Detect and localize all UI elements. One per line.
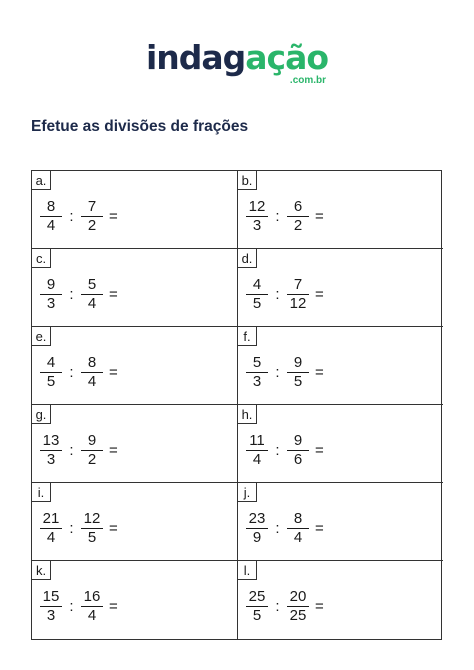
denominator: 6 bbox=[293, 451, 303, 468]
exercise-cell bbox=[238, 327, 443, 405]
denominator: 4 bbox=[87, 373, 97, 390]
denominator: 4 bbox=[87, 607, 97, 624]
equals-sign: = bbox=[315, 208, 324, 225]
equals-sign: = bbox=[109, 520, 118, 537]
fraction-division bbox=[38, 433, 118, 468]
numerator: 15 bbox=[40, 589, 62, 607]
exercise-label: b. bbox=[238, 171, 257, 190]
numerator: 23 bbox=[246, 511, 268, 529]
dividend-fraction bbox=[38, 589, 64, 624]
logo-text bbox=[146, 38, 328, 77]
denominator: 4 bbox=[252, 451, 262, 468]
divisor-fraction bbox=[79, 433, 105, 468]
numerator: 7 bbox=[287, 277, 309, 295]
exercise-label: j. bbox=[238, 483, 257, 502]
fraction-division bbox=[38, 199, 118, 234]
exercise-label: i. bbox=[32, 483, 51, 502]
divisor-fraction bbox=[285, 511, 311, 546]
equals-sign: = bbox=[109, 364, 118, 381]
fraction-division bbox=[244, 277, 324, 312]
division-operator: : bbox=[69, 208, 74, 225]
divisor-fraction bbox=[285, 589, 311, 624]
numerator: 5 bbox=[246, 355, 268, 373]
dividend-fraction bbox=[244, 277, 270, 312]
fraction-division bbox=[244, 511, 324, 546]
division-operator: : bbox=[275, 442, 280, 459]
logo-text-main: indag bbox=[145, 38, 246, 77]
denominator: 3 bbox=[252, 217, 262, 234]
division-operator: : bbox=[275, 364, 280, 381]
equals-sign: = bbox=[315, 598, 324, 615]
denominator: 3 bbox=[46, 451, 56, 468]
exercise-label: c. bbox=[32, 249, 51, 268]
fraction-division bbox=[38, 277, 118, 312]
divisor-fraction bbox=[79, 277, 105, 312]
numerator: 13 bbox=[40, 433, 62, 451]
equals-sign: = bbox=[315, 442, 324, 459]
fraction-division bbox=[38, 589, 118, 624]
denominator: 9 bbox=[252, 529, 262, 546]
numerator: 21 bbox=[40, 511, 62, 529]
dividend-fraction bbox=[38, 355, 64, 390]
numerator: 7 bbox=[81, 199, 103, 217]
denominator: 3 bbox=[252, 373, 262, 390]
exercise-cell bbox=[238, 249, 443, 327]
denominator: 2 bbox=[87, 217, 97, 234]
denominator: 5 bbox=[252, 295, 262, 312]
numerator: 16 bbox=[81, 589, 103, 607]
division-operator: : bbox=[69, 286, 74, 303]
numerator: 9 bbox=[40, 277, 62, 295]
dividend-fraction bbox=[38, 511, 64, 546]
equals-sign: = bbox=[109, 598, 118, 615]
division-operator: : bbox=[275, 520, 280, 537]
denominator: 12 bbox=[289, 295, 307, 312]
numerator: 8 bbox=[81, 355, 103, 373]
denominator: 5 bbox=[252, 607, 262, 624]
equals-sign: = bbox=[315, 364, 324, 381]
denominator: 4 bbox=[46, 529, 56, 546]
numerator: 11 bbox=[246, 433, 268, 451]
fraction-division bbox=[244, 355, 324, 390]
division-operator: : bbox=[69, 442, 74, 459]
numerator: 4 bbox=[40, 355, 62, 373]
exercise-label: h. bbox=[238, 405, 257, 424]
numerator: 5 bbox=[81, 277, 103, 295]
fraction-division bbox=[38, 511, 118, 546]
numerator: 6 bbox=[287, 199, 309, 217]
numerator: 4 bbox=[246, 277, 268, 295]
exercise-cell bbox=[32, 171, 238, 249]
division-operator: : bbox=[275, 208, 280, 225]
division-operator: : bbox=[69, 520, 74, 537]
exercise-cell bbox=[32, 327, 238, 405]
logo-domain: .com.br bbox=[289, 75, 327, 86]
denominator: 2 bbox=[87, 451, 97, 468]
fraction-division bbox=[244, 433, 324, 468]
divisor-fraction bbox=[79, 511, 105, 546]
equals-sign: = bbox=[315, 286, 324, 303]
equals-sign: = bbox=[315, 520, 324, 537]
exercise-cell bbox=[32, 561, 238, 639]
numerator: 20 bbox=[287, 589, 309, 607]
logo-text-accent: ação bbox=[245, 38, 329, 77]
dividend-fraction bbox=[38, 433, 64, 468]
exercise-cell bbox=[32, 405, 238, 483]
numerator: 9 bbox=[81, 433, 103, 451]
division-operator: : bbox=[275, 598, 280, 615]
divisor-fraction bbox=[285, 433, 311, 468]
exercise-label: l. bbox=[238, 561, 257, 580]
exercise-label: g. bbox=[32, 405, 51, 424]
exercise-label: a. bbox=[32, 171, 51, 190]
numerator: 9 bbox=[287, 433, 309, 451]
numerator: 12 bbox=[246, 199, 268, 217]
numerator: 8 bbox=[40, 199, 62, 217]
fraction-division bbox=[38, 355, 118, 390]
divisor-fraction bbox=[285, 355, 311, 390]
dividend-fraction bbox=[244, 511, 270, 546]
division-operator: : bbox=[69, 598, 74, 615]
equals-sign: = bbox=[109, 286, 118, 303]
equals-sign: = bbox=[109, 442, 118, 459]
exercise-cell bbox=[32, 249, 238, 327]
page-heading: Efetue as divisões de frações bbox=[31, 118, 249, 135]
denominator: 4 bbox=[87, 295, 97, 312]
exercise-label: f. bbox=[238, 327, 257, 346]
logo bbox=[0, 38, 474, 86]
exercise-cell bbox=[238, 171, 443, 249]
exercise-label: d. bbox=[238, 249, 257, 268]
equals-sign: = bbox=[109, 208, 118, 225]
dividend-fraction bbox=[244, 589, 270, 624]
exercise-grid bbox=[31, 170, 442, 640]
divisor-fraction bbox=[285, 277, 311, 312]
numerator: 9 bbox=[287, 355, 309, 373]
numerator: 25 bbox=[246, 589, 268, 607]
fraction-division bbox=[244, 589, 324, 624]
division-operator: : bbox=[275, 286, 280, 303]
dividend-fraction bbox=[38, 277, 64, 312]
divisor-fraction bbox=[285, 199, 311, 234]
dividend-fraction bbox=[244, 199, 270, 234]
denominator: 3 bbox=[46, 607, 56, 624]
exercise-label: e. bbox=[32, 327, 51, 346]
divisor-fraction bbox=[79, 589, 105, 624]
denominator: 4 bbox=[293, 529, 303, 546]
dividend-fraction bbox=[244, 355, 270, 390]
dividend-fraction bbox=[244, 433, 270, 468]
numerator: 12 bbox=[81, 511, 103, 529]
denominator: 5 bbox=[293, 373, 303, 390]
fraction-division bbox=[244, 199, 324, 234]
exercise-cell bbox=[238, 483, 443, 561]
numerator: 8 bbox=[287, 511, 309, 529]
denominator: 3 bbox=[46, 295, 56, 312]
exercise-cell bbox=[238, 561, 443, 639]
denominator: 5 bbox=[46, 373, 56, 390]
dividend-fraction bbox=[38, 199, 64, 234]
exercise-cell bbox=[32, 483, 238, 561]
exercise-cell bbox=[238, 405, 443, 483]
denominator: 2 bbox=[293, 217, 303, 234]
denominator: 25 bbox=[289, 607, 307, 624]
division-operator: : bbox=[69, 364, 74, 381]
exercise-label: k. bbox=[32, 561, 51, 580]
denominator: 4 bbox=[46, 217, 56, 234]
divisor-fraction bbox=[79, 355, 105, 390]
denominator: 5 bbox=[87, 529, 97, 546]
divisor-fraction bbox=[79, 199, 105, 234]
